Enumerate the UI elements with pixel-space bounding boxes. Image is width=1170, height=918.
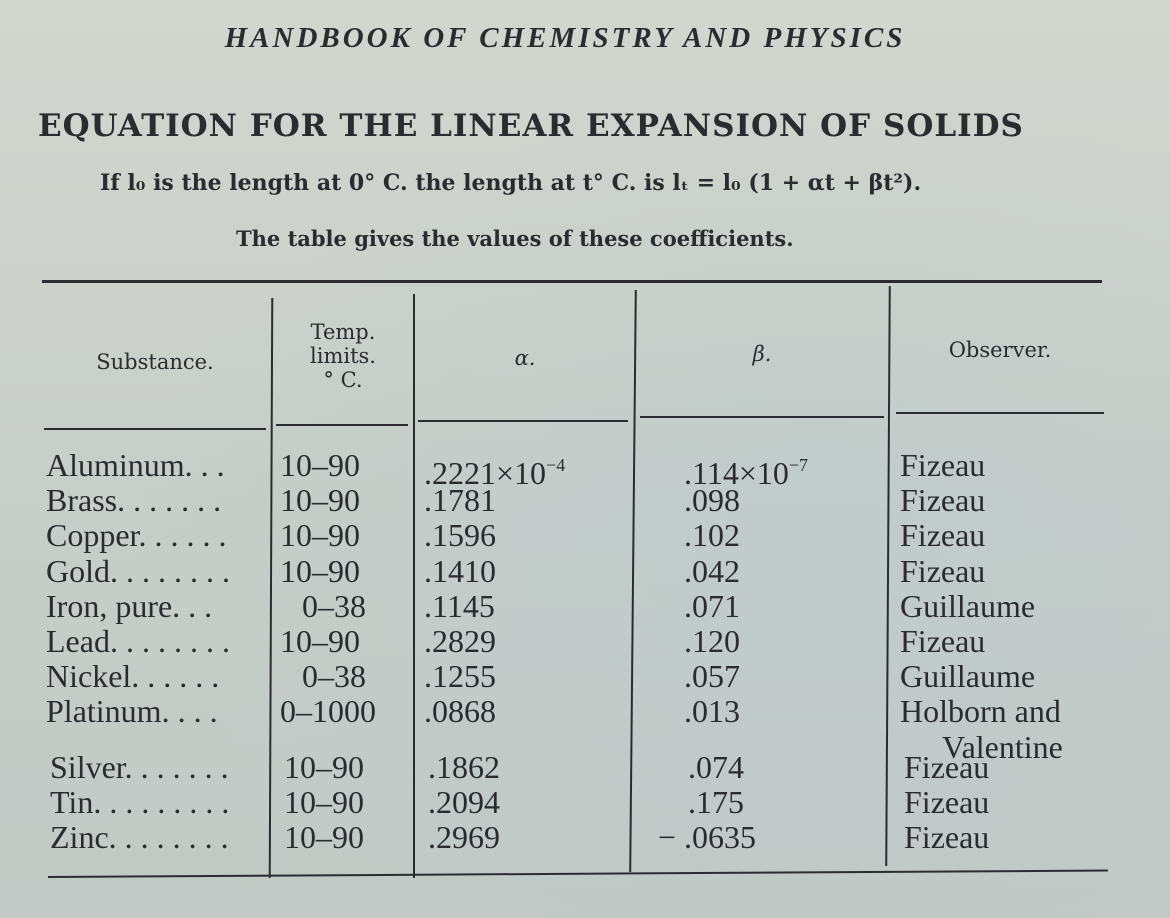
header-alpha: α. (514, 346, 536, 370)
cell-temp-limits-text: 10–90 (280, 447, 360, 483)
header-bottom-rule-alpha (418, 420, 628, 422)
cell-beta-text: .175 (688, 783, 744, 820)
cell-observer-text: Fizeau (900, 552, 986, 589)
cell-observer (900, 554, 985, 589)
cell-substance (50, 820, 229, 855)
cell-observer (900, 624, 985, 659)
cell-beta (684, 624, 740, 659)
cell-beta-text: .074 (688, 748, 744, 785)
cell-substance-text: Gold. . . . . . . . (46, 552, 230, 589)
cell-observer-text: Fizeau (900, 517, 986, 554)
cell-observer (900, 589, 1035, 624)
cell-beta-text: .102 (684, 517, 740, 554)
cell-temp-limits (284, 820, 364, 855)
cell-temp-limits (284, 785, 364, 820)
cell-alpha-text: .1781 (424, 482, 496, 519)
column-rule-4 (885, 286, 891, 866)
cell-temp-limits-text: 10–90 (280, 623, 360, 659)
cell-alpha-text: .1145 (424, 587, 495, 624)
cell-temp-limits (302, 659, 366, 694)
cell-beta (684, 518, 740, 553)
cell-observer-text: Guillaume (900, 658, 1036, 695)
header-bottom-rule-temp (276, 424, 408, 426)
cell-alpha-text: .2829 (424, 623, 496, 659)
table-top-rule (42, 280, 1102, 283)
running-head: HANDBOOK OF CHEMISTRY AND PHYSICS (224, 22, 906, 54)
table-bottom-rule (48, 870, 1108, 878)
cell-observer-text: Fizeau (904, 783, 990, 820)
cell-substance-text: Platinum. . . . (46, 693, 218, 730)
cell-observer-text: Holborn and (900, 693, 1061, 730)
cell-temp-limits (280, 554, 360, 589)
cell-observer (904, 820, 989, 855)
header-substance: Substance. (96, 350, 214, 374)
cell-temp-limits (302, 589, 366, 624)
cell-temp-limits-text: 10–90 (284, 783, 364, 820)
column-rule-2 (413, 294, 415, 878)
cell-alpha-text: .2221×10 (424, 455, 547, 491)
column-rule-3 (629, 290, 637, 872)
cell-beta-text: − .0635 (658, 819, 757, 855)
table-description: The table gives the values of these coefficients. (236, 226, 794, 251)
cell-observer (900, 448, 985, 483)
cell-substance-text: Lead. . . . . . . . (46, 623, 230, 659)
cell-observer-text: Fizeau (900, 447, 986, 483)
cell-beta-text: .114×10 (684, 455, 789, 491)
header-temp-line2: limits. (310, 344, 376, 368)
cell-alpha-text: .0868 (424, 693, 496, 730)
cell-observer (904, 785, 989, 820)
header-observer: Observer. (948, 338, 1052, 362)
cell-temp-limits-text: 10–90 (284, 748, 364, 785)
cell-substance-text: Brass. . . . . . . (46, 482, 222, 519)
cell-beta-text: .013 (684, 693, 740, 730)
cell-substance (46, 448, 225, 483)
header-bottom-rule-beta (640, 416, 884, 418)
cell-observer (900, 659, 1035, 694)
cell-temp-limits (280, 518, 360, 553)
cell-observer-text: Fizeau (900, 482, 986, 519)
cell-temp-limits (280, 483, 360, 518)
cell-beta-text: .098 (684, 482, 740, 519)
cell-beta-text: .071 (684, 587, 740, 624)
equation-statement: If l₀ is the length at 0° C. the length at t° C. is lₜ = l₀ (1 + αt + βt²). (100, 170, 922, 196)
header-temp-line3: ° C. (323, 368, 363, 392)
cell-alpha-text: .1596 (424, 517, 496, 554)
cell-alpha (428, 750, 500, 785)
cell-temp-limits (280, 624, 360, 659)
cell-beta (684, 483, 740, 518)
header-temp-line1: Temp. (310, 320, 376, 344)
cell-beta-text: .042 (684, 552, 740, 589)
cell-alpha (424, 518, 496, 553)
column-rule-1 (269, 298, 274, 878)
cell-alpha-text: .2094 (428, 783, 500, 820)
cell-observer (900, 518, 985, 553)
cell-alpha-text: .1410 (424, 552, 496, 589)
cell-substance (46, 483, 221, 518)
cell-temp-limits (280, 694, 376, 729)
cell-alpha-exponent: −4 (546, 455, 566, 475)
cell-alpha-text: .1255 (424, 658, 496, 695)
cell-substance (46, 659, 219, 694)
cell-temp-limits-text: 10–90 (280, 482, 360, 519)
cell-beta-exponent: −7 (788, 455, 809, 475)
cell-alpha (428, 820, 500, 855)
header-beta: β. (752, 342, 772, 366)
cell-observer-text: Fizeau (904, 748, 990, 785)
cell-substance (46, 624, 230, 659)
cell-substance-text: Copper. . . . . . (46, 517, 227, 554)
cell-observer (900, 694, 1061, 729)
cell-alpha (424, 694, 496, 729)
cell-beta-text: .057 (684, 658, 740, 695)
cell-substance-text: Aluminum. . . (46, 447, 225, 483)
cell-beta (684, 694, 740, 729)
cell-alpha (424, 589, 495, 624)
cell-temp-limits-text: 0–38 (302, 587, 366, 624)
header-bottom-rule-observer (896, 412, 1104, 414)
cell-alpha (428, 785, 500, 820)
cell-alpha (424, 554, 496, 589)
cell-observer (900, 483, 985, 518)
cell-substance (50, 750, 229, 785)
cell-beta (688, 750, 744, 785)
cell-observer-text: Fizeau (900, 623, 986, 659)
cell-substance-text: Zinc. . . . . . . . (50, 819, 229, 855)
cell-substance-text: Nickel. . . . . . (46, 658, 220, 695)
cell-observer-text: Guillaume (900, 587, 1036, 624)
cell-substance-text: Iron, pure. . . (46, 587, 213, 624)
cell-temp-limits-text: 10–90 (284, 819, 364, 855)
cell-alpha-text: .1862 (428, 748, 500, 785)
cell-substance-text: Silver. . . . . . . (50, 748, 229, 785)
cell-substance (46, 554, 230, 589)
cell-observer-text: Fizeau (904, 819, 990, 855)
cell-temp-limits (284, 750, 364, 785)
cell-observer-continued: Valentine (942, 728, 1063, 765)
cell-temp-limits-text: 0–1000 (280, 693, 376, 730)
cell-temp-limits-text: 10–90 (280, 552, 360, 589)
cell-substance (46, 518, 226, 553)
cell-beta (688, 785, 744, 820)
cell-beta (684, 589, 740, 624)
cell-alpha-text: .2969 (428, 819, 500, 855)
cell-alpha (424, 624, 496, 659)
cell-observer (904, 750, 989, 785)
cell-beta (684, 554, 740, 589)
cell-beta (684, 659, 740, 694)
cell-temp-limits (280, 448, 360, 483)
cell-substance-text: Tin. . . . . . . . . (50, 783, 230, 820)
cell-temp-limits-text: 0–38 (302, 658, 366, 695)
cell-alpha (424, 483, 496, 518)
cell-temp-limits-text: 10–90 (280, 517, 360, 554)
header-bottom-rule-substance (44, 428, 266, 430)
cell-substance (46, 589, 212, 624)
cell-beta-text: .120 (684, 623, 740, 659)
header-temp (276, 320, 410, 392)
cell-beta (658, 820, 756, 855)
cell-alpha (424, 659, 496, 694)
cell-substance (50, 785, 229, 820)
cell-substance (46, 694, 218, 729)
page-title: EQUATION FOR THE LINEAR EXPANSION OF SOLIDS (38, 108, 1024, 144)
